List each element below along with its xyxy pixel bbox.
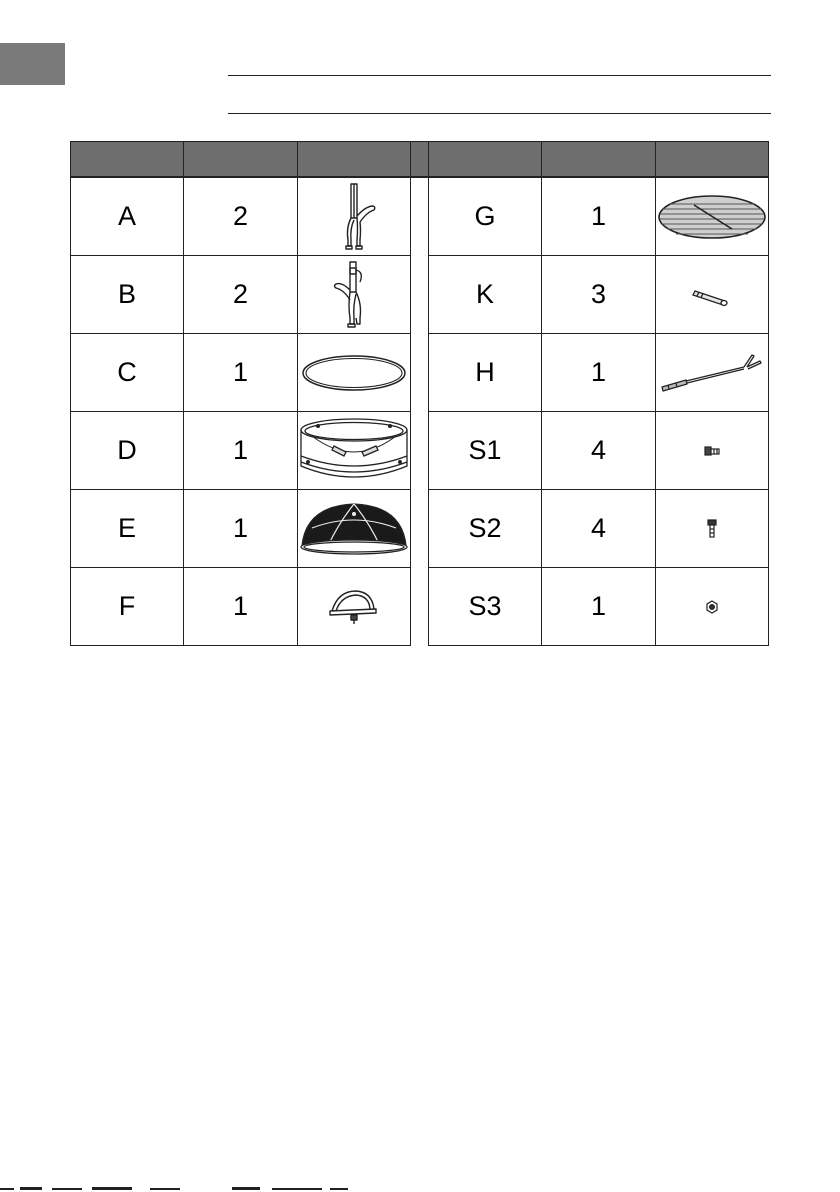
part-letter: C: [71, 334, 184, 412]
part-letter: E: [71, 490, 184, 568]
header-cell-qty-right: [542, 142, 656, 178]
part-letter: S2: [429, 490, 542, 568]
screw-s1-icon: [702, 443, 722, 459]
table-row: [71, 490, 769, 568]
cooking-grate-icon: [656, 192, 768, 242]
header-cell-image-right: [656, 142, 769, 178]
part-letter: B: [71, 256, 184, 334]
part-letter: D: [71, 412, 184, 490]
heading-rule-bottom: [228, 113, 771, 114]
part-quantity: 3: [542, 256, 656, 334]
language-tab: [0, 43, 65, 85]
handle-icon: [324, 587, 384, 627]
part-letter: G: [429, 177, 542, 256]
table-row: [71, 177, 769, 256]
part-quantity: 1: [542, 568, 656, 646]
header-cell-gap: [411, 142, 429, 178]
ring-icon: [299, 351, 409, 395]
header-cell-qty-left: [184, 142, 298, 178]
column-gap: [411, 334, 429, 412]
part-letter: H: [429, 334, 542, 412]
column-gap: [411, 177, 429, 256]
table-row: [71, 256, 769, 334]
part-quantity: 4: [542, 490, 656, 568]
table-header-row: [71, 142, 769, 178]
leg-b-icon: [324, 260, 384, 330]
part-letter: A: [71, 177, 184, 256]
part-quantity: 2: [184, 256, 298, 334]
part-letter: K: [429, 256, 542, 334]
header-cell-part-right: [429, 142, 542, 178]
footer-print-marks: [0, 1186, 360, 1192]
table-row: [71, 568, 769, 646]
table-row: [71, 334, 769, 412]
spark-screen-icon: [298, 500, 410, 558]
header-cell-image-left: [298, 142, 411, 178]
part-quantity: 1: [184, 412, 298, 490]
part-quantity: 2: [184, 177, 298, 256]
bolt-s2-icon: [705, 518, 719, 540]
header-cell-part-left: [71, 142, 184, 178]
part-quantity: 1: [184, 334, 298, 412]
part-quantity: 4: [542, 412, 656, 490]
column-gap: [411, 256, 429, 334]
part-letter: F: [71, 568, 184, 646]
column-gap: [411, 568, 429, 646]
part-quantity: 1: [542, 334, 656, 412]
fire-bowl-icon: [298, 416, 410, 486]
parts-list-table: [70, 141, 769, 646]
connector-tube-icon: [687, 283, 737, 307]
part-quantity: 1: [542, 177, 656, 256]
part-letter: S1: [429, 412, 542, 490]
leg-a-icon: [324, 182, 384, 252]
part-quantity: 1: [184, 568, 298, 646]
heading-rule-top: [228, 75, 771, 76]
part-letter: S3: [429, 568, 542, 646]
column-gap: [411, 490, 429, 568]
table-row: [71, 412, 769, 490]
nut-s3-icon: [704, 599, 720, 615]
poker-tool-icon: [656, 347, 768, 399]
column-gap: [411, 412, 429, 490]
part-quantity: 1: [184, 490, 298, 568]
